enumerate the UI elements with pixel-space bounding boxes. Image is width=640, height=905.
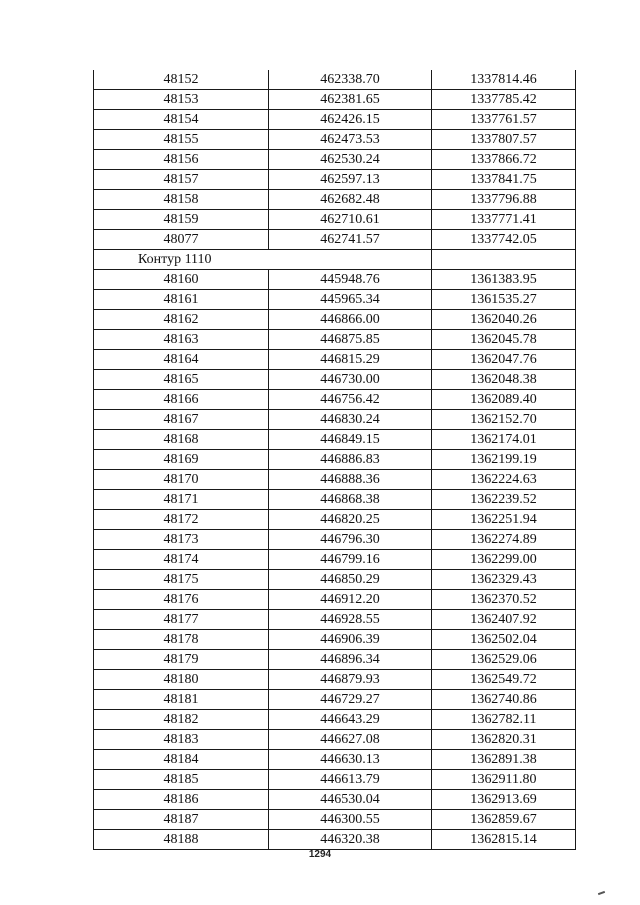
- x-coordinate-cell: 446912.20: [269, 590, 432, 610]
- x-coordinate-cell: 446849.15: [269, 430, 432, 450]
- x-coordinate-cell: 446643.29: [269, 710, 432, 730]
- table-row: [94, 490, 576, 510]
- table-row: [94, 630, 576, 650]
- y-coordinate-cell: 1337796.88: [432, 190, 576, 210]
- y-coordinate-cell: 1362782.11: [432, 710, 576, 730]
- table-row: [94, 390, 576, 410]
- table-row: [94, 110, 576, 130]
- table-row: [94, 790, 576, 810]
- point-number-cell: 48077: [94, 230, 269, 250]
- point-number-cell: 48160: [94, 270, 269, 290]
- table-row: [94, 730, 576, 750]
- x-coordinate-cell: 446875.85: [269, 330, 432, 350]
- y-coordinate-cell: 1362239.52: [432, 490, 576, 510]
- x-coordinate-cell: 446879.93: [269, 670, 432, 690]
- point-number-cell: 48178: [94, 630, 269, 650]
- x-coordinate-cell: 445948.76: [269, 270, 432, 290]
- table-row: [94, 530, 576, 550]
- y-coordinate-cell: 1337742.05: [432, 230, 576, 250]
- point-number-cell: 48159: [94, 210, 269, 230]
- x-coordinate-cell: 446820.25: [269, 510, 432, 530]
- y-coordinate-cell: 1362199.19: [432, 450, 576, 470]
- y-coordinate-cell: 1362048.38: [432, 370, 576, 390]
- point-number-cell: 48162: [94, 310, 269, 330]
- y-coordinate-cell: 1337785.42: [432, 90, 576, 110]
- x-coordinate-cell: 462597.13: [269, 170, 432, 190]
- table-row: [94, 470, 576, 490]
- y-coordinate-cell: 1362047.76: [432, 350, 576, 370]
- table-row: [94, 710, 576, 730]
- y-coordinate-cell: 1362152.70: [432, 410, 576, 430]
- point-number-cell: 48161: [94, 290, 269, 310]
- point-number-cell: 48165: [94, 370, 269, 390]
- y-coordinate-cell: 1337807.57: [432, 130, 576, 150]
- table-row: [94, 610, 576, 630]
- x-coordinate-cell: 462381.65: [269, 90, 432, 110]
- x-coordinate-cell: 462682.48: [269, 190, 432, 210]
- x-coordinate-cell: 446756.42: [269, 390, 432, 410]
- y-coordinate-cell: 1362224.63: [432, 470, 576, 490]
- x-coordinate-cell: 446886.83: [269, 450, 432, 470]
- x-coordinate-cell: 462710.61: [269, 210, 432, 230]
- table-row: [94, 230, 576, 250]
- table-row: [94, 170, 576, 190]
- point-number-cell: 48167: [94, 410, 269, 430]
- point-number-cell: 48176: [94, 590, 269, 610]
- table-row: [94, 350, 576, 370]
- x-coordinate-cell: 446850.29: [269, 570, 432, 590]
- y-coordinate-cell: 1337771.41: [432, 210, 576, 230]
- point-number-cell: 48180: [94, 670, 269, 690]
- x-coordinate-cell: 446928.55: [269, 610, 432, 630]
- y-coordinate-cell: 1361383.95: [432, 270, 576, 290]
- table-row: [94, 330, 576, 350]
- point-number-cell: 48186: [94, 790, 269, 810]
- y-coordinate-cell: 1337866.72: [432, 150, 576, 170]
- point-number-cell: 48156: [94, 150, 269, 170]
- point-number-cell: 48164: [94, 350, 269, 370]
- x-coordinate-cell: 446799.16: [269, 550, 432, 570]
- x-coordinate-cell: 446530.04: [269, 790, 432, 810]
- point-number-cell: 48188: [94, 830, 269, 850]
- x-coordinate-cell: 446320.38: [269, 830, 432, 850]
- point-number-cell: 48163: [94, 330, 269, 350]
- table-row: [94, 90, 576, 110]
- table-row: [94, 430, 576, 450]
- y-coordinate-cell: 1362040.26: [432, 310, 576, 330]
- point-number-cell: 48183: [94, 730, 269, 750]
- section-row: [94, 250, 576, 270]
- point-number-cell: 48175: [94, 570, 269, 590]
- x-coordinate-cell: 462530.24: [269, 150, 432, 170]
- table-row: [94, 270, 576, 290]
- table-row: [94, 410, 576, 430]
- point-number-cell: 48173: [94, 530, 269, 550]
- y-coordinate-cell: 1362407.92: [432, 610, 576, 630]
- x-coordinate-cell: 446613.79: [269, 770, 432, 790]
- point-number-cell: 48170: [94, 470, 269, 490]
- x-coordinate-cell: 446906.39: [269, 630, 432, 650]
- table-row: [94, 550, 576, 570]
- table-row: [94, 770, 576, 790]
- point-number-cell: 48168: [94, 430, 269, 450]
- x-coordinate-cell: 446868.38: [269, 490, 432, 510]
- y-coordinate-cell: 1362251.94: [432, 510, 576, 530]
- table-row: [94, 670, 576, 690]
- table-row: [94, 830, 576, 850]
- x-coordinate-cell: 446896.34: [269, 650, 432, 670]
- table-row: [94, 590, 576, 610]
- point-number-cell: 48179: [94, 650, 269, 670]
- table-row: [94, 290, 576, 310]
- y-coordinate-cell: 1362911.80: [432, 770, 576, 790]
- table-row: [94, 510, 576, 530]
- y-coordinate-cell: 1337814.46: [432, 70, 576, 90]
- table-row: [94, 650, 576, 670]
- y-coordinate-cell: 1362529.06: [432, 650, 576, 670]
- table-row: [94, 450, 576, 470]
- point-number-cell: 48171: [94, 490, 269, 510]
- point-number-cell: 48172: [94, 510, 269, 530]
- table-row: [94, 690, 576, 710]
- x-coordinate-cell: 462338.70: [269, 70, 432, 90]
- point-number-cell: 48153: [94, 90, 269, 110]
- x-coordinate-cell: 446627.08: [269, 730, 432, 750]
- point-number-cell: 48152: [94, 70, 269, 90]
- y-coordinate-cell: 1362891.38: [432, 750, 576, 770]
- empty-cell: [432, 250, 576, 270]
- table-row: [94, 190, 576, 210]
- point-number-cell: 48181: [94, 690, 269, 710]
- page-number: 1294: [308, 849, 332, 860]
- y-coordinate-cell: 1362089.40: [432, 390, 576, 410]
- x-coordinate-cell: 462426.15: [269, 110, 432, 130]
- y-coordinate-cell: 1362820.31: [432, 730, 576, 750]
- x-coordinate-cell: 446815.29: [269, 350, 432, 370]
- table-row: [94, 150, 576, 170]
- point-number-cell: 48185: [94, 770, 269, 790]
- x-coordinate-cell: 446866.00: [269, 310, 432, 330]
- y-coordinate-cell: 1362502.04: [432, 630, 576, 650]
- y-coordinate-cell: 1362549.72: [432, 670, 576, 690]
- scan-mark: [598, 891, 605, 895]
- y-coordinate-cell: 1362299.00: [432, 550, 576, 570]
- point-number-cell: 48155: [94, 130, 269, 150]
- y-coordinate-cell: 1362913.69: [432, 790, 576, 810]
- x-coordinate-cell: 446888.36: [269, 470, 432, 490]
- point-number-cell: 48182: [94, 710, 269, 730]
- x-coordinate-cell: 446729.27: [269, 690, 432, 710]
- x-coordinate-cell: 462741.57: [269, 230, 432, 250]
- table-row: [94, 570, 576, 590]
- table-row: [94, 810, 576, 830]
- table-row: [94, 70, 576, 90]
- x-coordinate-cell: 446630.13: [269, 750, 432, 770]
- y-coordinate-cell: 1337761.57: [432, 110, 576, 130]
- point-number-cell: 48187: [94, 810, 269, 830]
- coordinates-table-body: [94, 70, 576, 850]
- y-coordinate-cell: 1362815.14: [432, 830, 576, 850]
- point-number-cell: 48184: [94, 750, 269, 770]
- y-coordinate-cell: 1362274.89: [432, 530, 576, 550]
- x-coordinate-cell: 445965.34: [269, 290, 432, 310]
- y-coordinate-cell: 1362329.43: [432, 570, 576, 590]
- point-number-cell: 48157: [94, 170, 269, 190]
- y-coordinate-cell: 1362740.86: [432, 690, 576, 710]
- y-coordinate-cell: 1362045.78: [432, 330, 576, 350]
- y-coordinate-cell: 1337841.75: [432, 170, 576, 190]
- point-number-cell: 48174: [94, 550, 269, 570]
- table-row: [94, 210, 576, 230]
- x-coordinate-cell: 446796.30: [269, 530, 432, 550]
- table-row: [94, 750, 576, 770]
- x-coordinate-cell: 462473.53: [269, 130, 432, 150]
- point-number-cell: 48169: [94, 450, 269, 470]
- point-number-cell: 48166: [94, 390, 269, 410]
- table-row: [94, 370, 576, 390]
- x-coordinate-cell: 446730.00: [269, 370, 432, 390]
- x-coordinate-cell: 446830.24: [269, 410, 432, 430]
- table-row: [94, 310, 576, 330]
- x-coordinate-cell: 446300.55: [269, 810, 432, 830]
- point-number-cell: 48158: [94, 190, 269, 210]
- y-coordinate-cell: 1361535.27: [432, 290, 576, 310]
- point-number-cell: 48177: [94, 610, 269, 630]
- point-number-cell: 48154: [94, 110, 269, 130]
- y-coordinate-cell: 1362370.52: [432, 590, 576, 610]
- y-coordinate-cell: 1362859.67: [432, 810, 576, 830]
- table-row: [94, 130, 576, 150]
- section-title: Контур 1110: [94, 250, 432, 270]
- y-coordinate-cell: 1362174.01: [432, 430, 576, 450]
- coordinates-table: [93, 70, 576, 850]
